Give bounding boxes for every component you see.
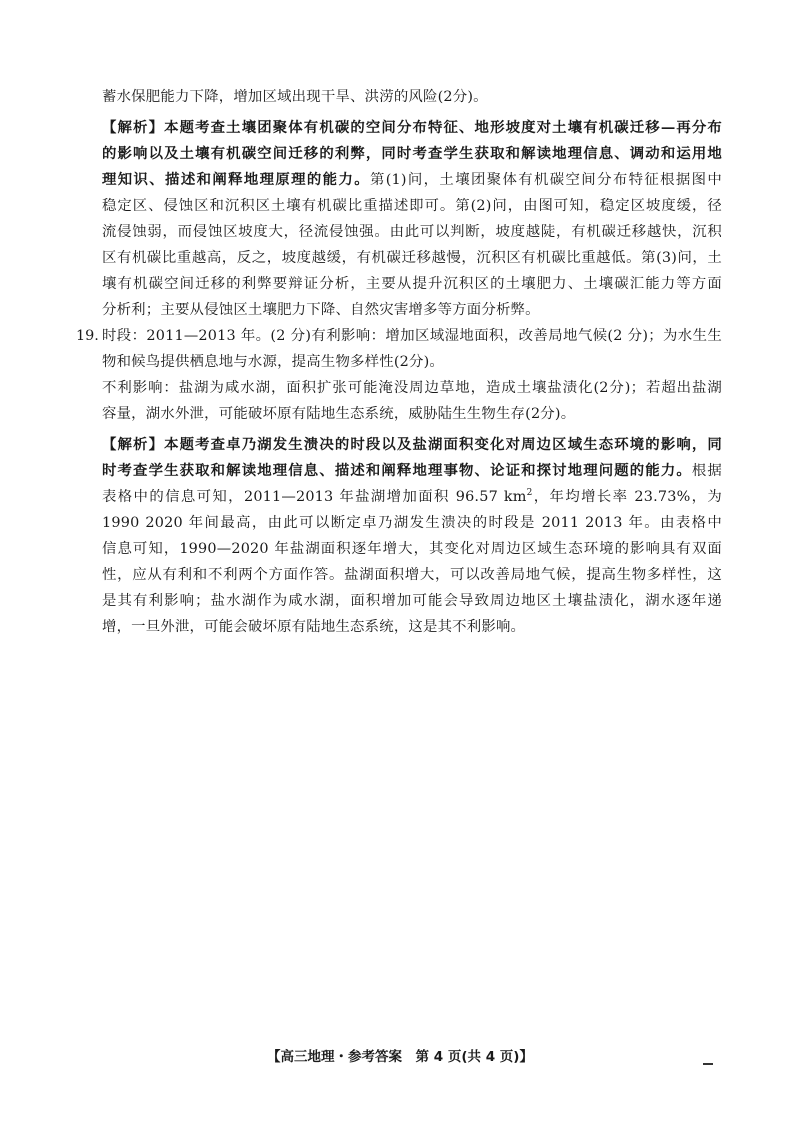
analysis-19-line-5: 信息可知，1990—2020 年盐湖面积逐年增大，其变化对周边区域生态环境的影响具有双面: [102, 541, 722, 557]
page-footer: 【高三地理・参考答案 第 4 页(共 4 页)】: [267, 1049, 533, 1065]
analysis-19-line-2: 时考查学生获取和解读地理信息、描述和阐释地理事物、论证和探讨地理问题的能力。根据: [102, 462, 722, 479]
text-line-1: 蓄水保肥能力下降，增加区域出现干旱、洪涝的风险(2分)。: [102, 89, 488, 105]
analysis-19-line-8: 增，一旦外泄，可能会破坏原有陆地生态系统，这是其不利影响。: [102, 619, 526, 635]
answer-19-line-3: 不利影响：盐湖为咸水湖，面积扩张可能淹没周边草地，造成土壤盐渍化(2分)；若超出盐湖: [102, 380, 722, 396]
analysis-heading: 【解析】: [102, 436, 165, 453]
analysis-19-line-4: 1990 2020 年间最高，由此可以断定卓乃湖发生溃决的时段是 2011 2013 年。由表格中: [102, 515, 722, 531]
analysis-19-line-3: 表格中的信息可知，2011—2013 年盐湖增加面积 96.57 $km^2$，年均增长率 23.73%，为: [102, 488, 722, 505]
analysis-line-2: 的影响以及土壤有机碳空间迁移的利弊，同时考查学生获取和解读地理信息、调动和运用地: [102, 145, 722, 162]
answer-19-line-2: 物和候鸟提供栖息地与水源，提高生物多样性(2分)。: [102, 354, 444, 370]
analysis-19-line-7: 是其有利影响；盐水湖作为咸水湖，面积增加可能会导致周边地区土壤盐渍化，湖水逐年递: [102, 593, 722, 609]
analysis-heading: 【解析】: [102, 119, 165, 136]
analysis-line-1: 【解析】本题考查土壤团聚体有机碳的空间分布特征、地形坡度对土壤有机碳迁移—再分布: [102, 119, 722, 136]
corner-mark: [703, 1063, 713, 1065]
analysis-line-3: 理知识、描述和阐释地理原理的能力。第(1)问，土壤团聚体有机碳空间分布特征根据图中: [102, 171, 723, 188]
analysis-line-8: 分析利；主要从侵蚀区土壤肥力下降、自然灾害增多等方面分析弊。: [102, 302, 540, 318]
answer-19-line-1: 时段：2011—2013 年。(2 分)有利影响：增加区域湿地面积，改善局地气候(2 分)；为水生生: [102, 328, 722, 344]
analysis-line-6: 区有机碳比重越高，反之，坡度越缓，有机碳迁移越慢，沉积区有机碳比重越低。第(3)问，土: [102, 250, 722, 266]
analysis-19-line-6: 性，应从有利和不利两个方面作答。盐湖面积增大，可以改善局地气候，提高生物多样性，这: [102, 567, 722, 583]
analysis-line-5: 流侵蚀弱，而侵蚀区坡度大，径流侵蚀强。由此可以判断，坡度越陡，有机碳迁移越快，沉积: [102, 224, 722, 240]
analysis-line-4: 稳定区、侵蚀区和沉积区土壤有机碳比重描述即可。第(2)问，由图可知，稳定区坡度缓，径: [102, 198, 722, 214]
analysis-line-7: 壤有机碳空间迁移的利弊要辩证分析，主要从提升沉积区的土壤肥力、土壤碳汇能力等方面: [102, 276, 722, 292]
analysis-19-line-1: 【解析】本题考查卓乃湖发生溃决的时段以及盐湖面积变化对周边区域生态环境的影响，同: [102, 436, 722, 453]
answer-19-line-4: 容量，湖水外泄，可能破坏原有陆地生态系统，威胁陆生生物生存(2分)。: [102, 406, 576, 422]
question-number: 19.: [76, 328, 99, 344]
